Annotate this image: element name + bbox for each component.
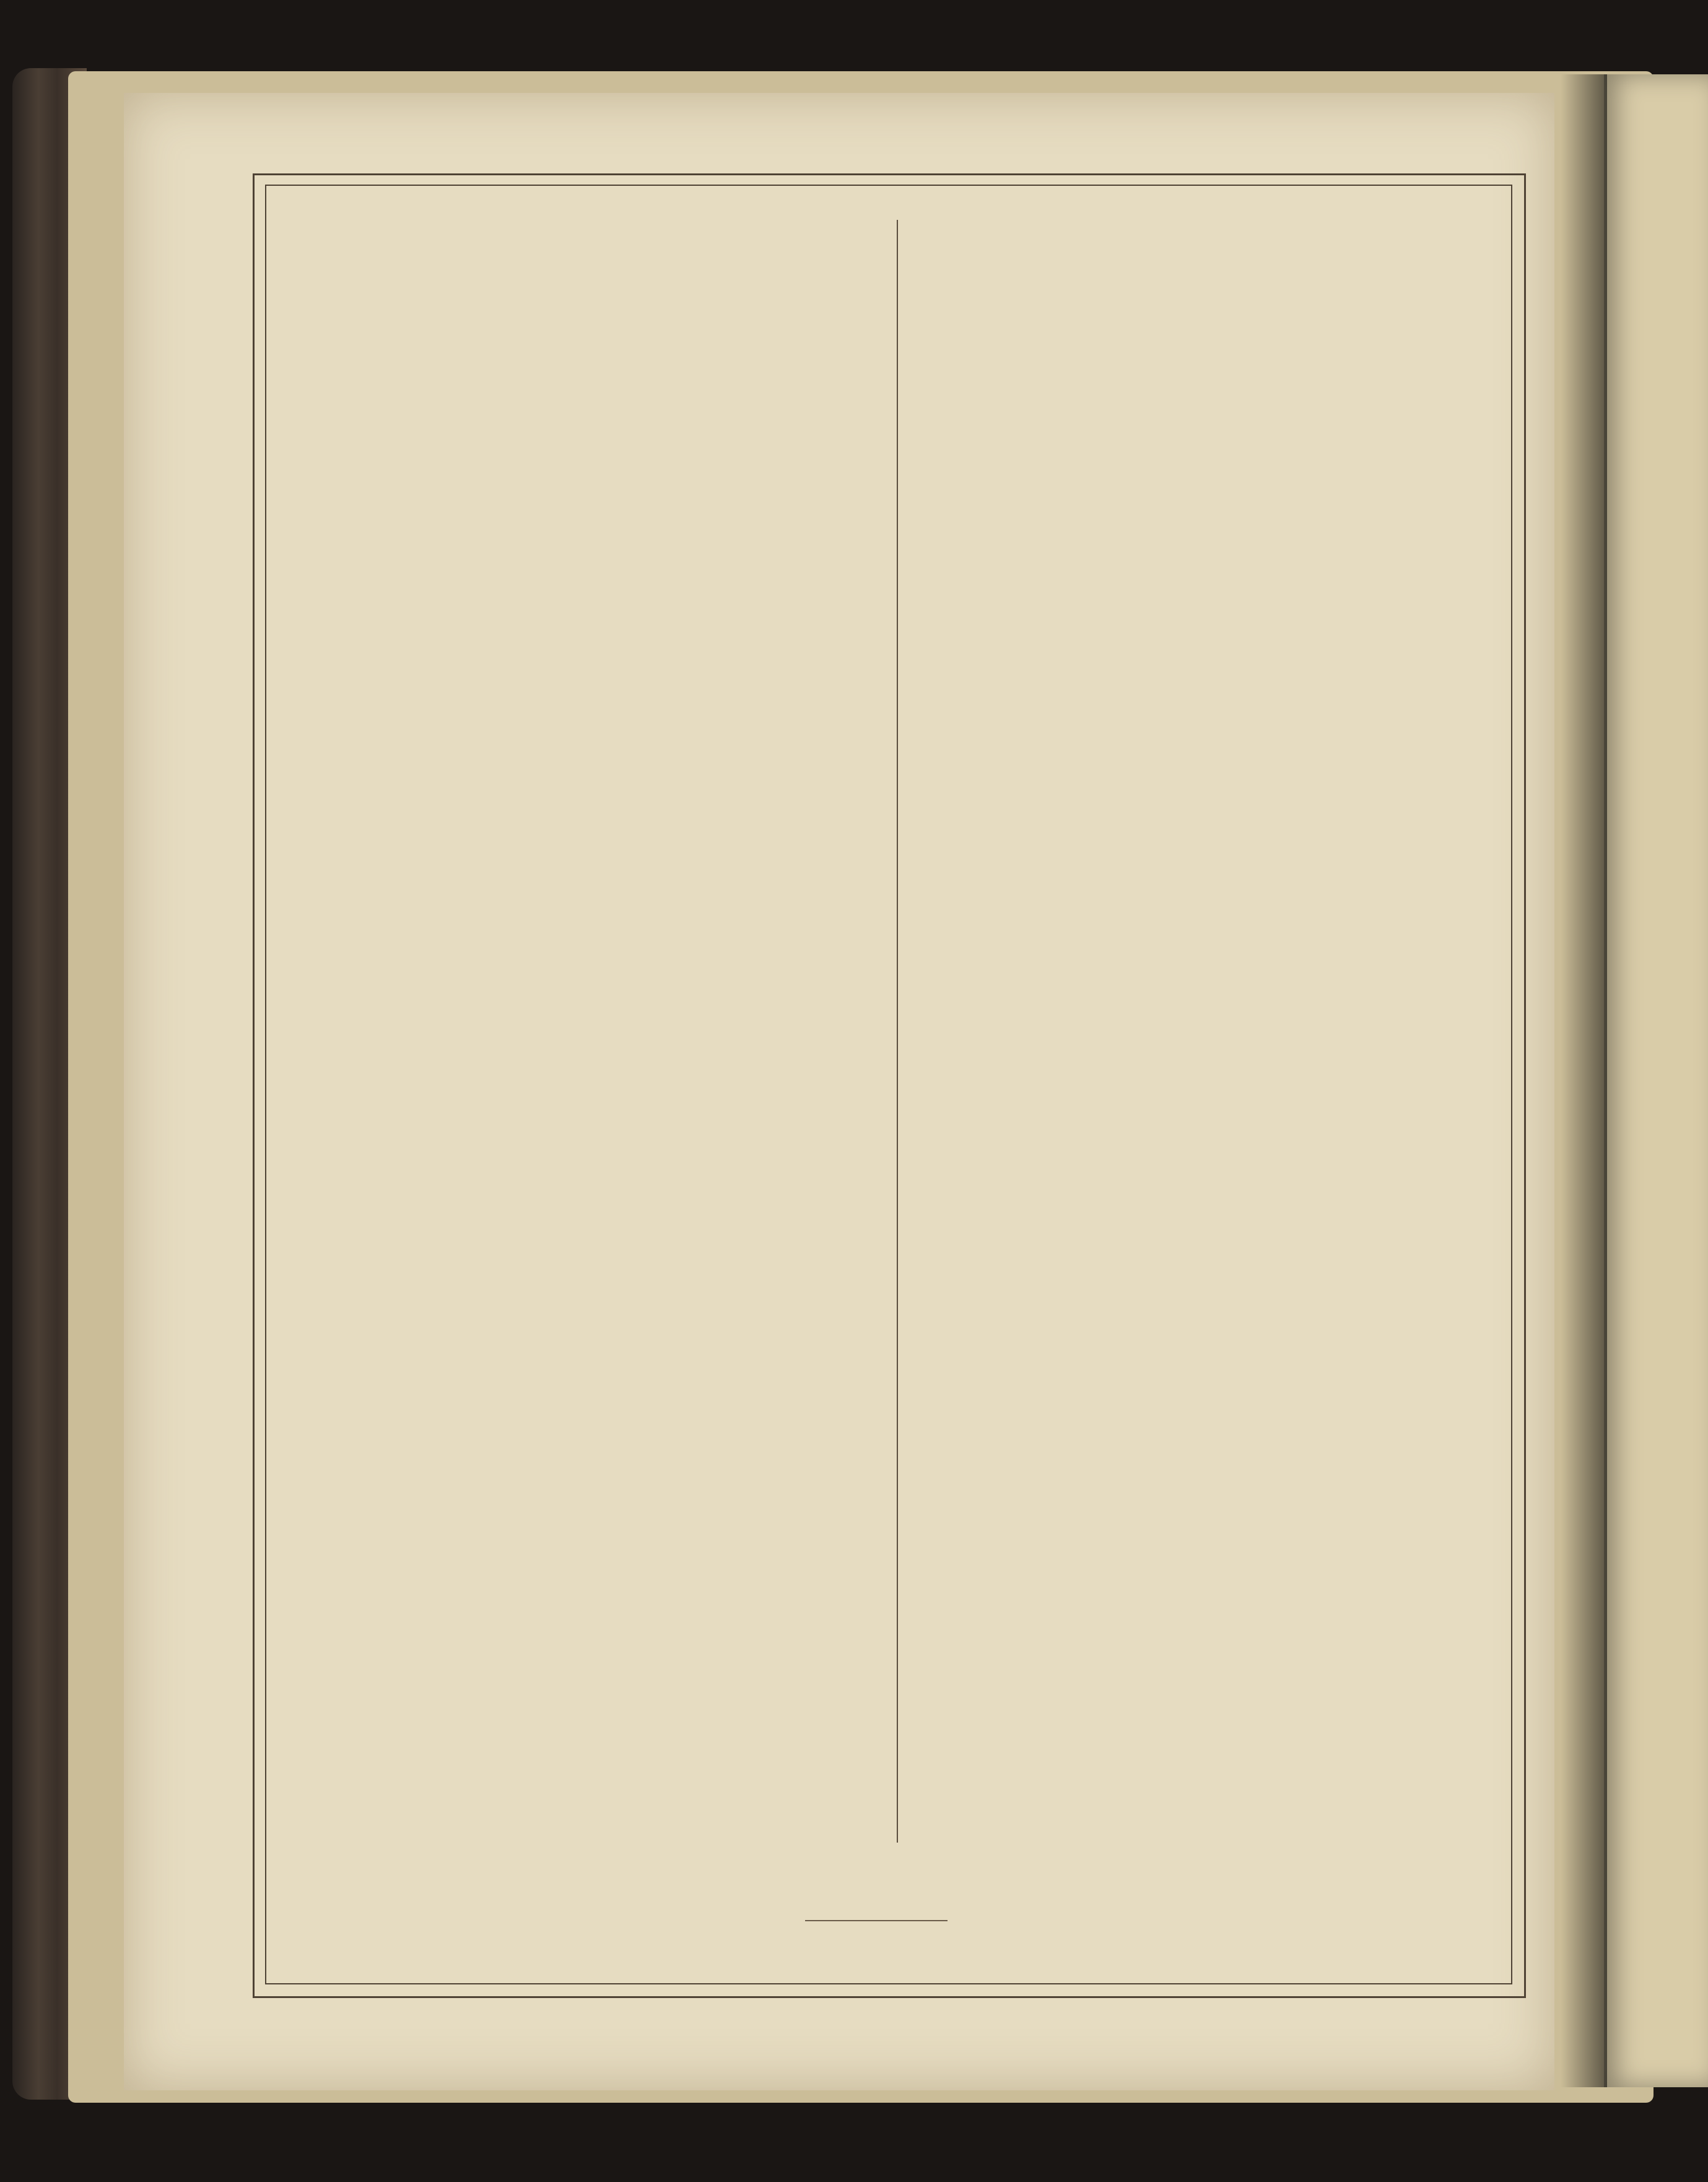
facing-page-edge [1604, 74, 1708, 2087]
right-text-column [910, 220, 1496, 224]
end-rule [805, 1920, 948, 1921]
column-divider [897, 220, 898, 1843]
gutter-shadow [1561, 74, 1607, 2087]
page-frame-inner [265, 185, 1512, 1984]
